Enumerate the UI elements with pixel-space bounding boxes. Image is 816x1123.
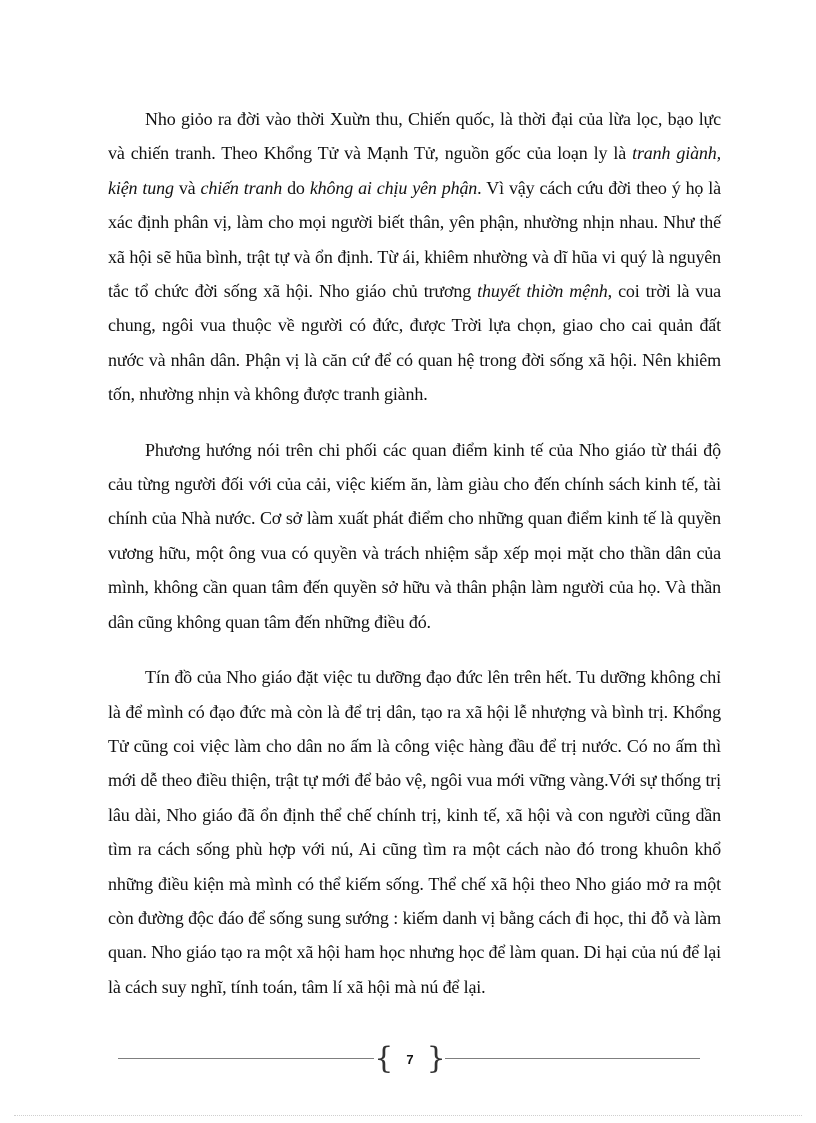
paragraph bbox=[108, 433, 721, 639]
text-run: , coi trời là vua chung, ngôi vua thuộc về người có đức, được Trời lựa chọn, giao cho cai quản đất nước và nhân dân. Phận vị là căn cứ để có quan hệ trong đời sống xã hội. Nên khiêm tốn, nhường nhịn và không được tranh giành. bbox=[108, 281, 722, 405]
left-brace: { bbox=[374, 1041, 394, 1076]
footer-rule-left bbox=[118, 1058, 374, 1059]
text-run: do bbox=[282, 177, 310, 198]
text-run: . Vì vậy cách cứu đời theo ý họ là xác định phân vị, làm cho mọi người biết thân, yên phận, nhường nhịn nhau. Như thế xã hội sẽ hũa bình, trật tự và ổn định. Từ ái, khiêm nhường và dĩ hũa vi quý là nguyên tắc tổ chức đời sống xã hội. Nho giáo chủ trương bbox=[108, 177, 721, 302]
paragraph bbox=[108, 102, 721, 412]
page-bottom-border bbox=[14, 1115, 802, 1116]
italic-phrase: không ai chịu yên phận bbox=[309, 177, 478, 198]
right-brace: } bbox=[426, 1041, 446, 1076]
page-number-box bbox=[374, 1041, 446, 1077]
text-run: Nho giỏo ra đời vào thời Xuừn thu, Chiến quốc, là thời đại của lừa lọc, bạo lực và chiến tranh. Theo Khổng Tử và Mạnh Tử, nguồn gốc của loạn ly là bbox=[108, 109, 721, 164]
text-run: Phương hướng nói trên chi phối các quan điểm kinh tế của Nho giáo từ thái độ cảu từng người đối với của cải, việc kiếm ăn, làm giàu cho đến chính sách kinh tế, tài chính của Nhà nước. Cơ sở làm xuất phát điểm cho những quan điểm kinh tế là quyền vương hữu, một ông vua có quyền và trách nhiệm sắp xếp mọi mặt cho thần dân của mình, không cần quan tâm đến quyền sở hữu và thân phận làm người của họ. Và thần dân cũng không quan tâm đến những điều đó. bbox=[108, 439, 721, 632]
italic-phrase: tranh giành, kiện tung bbox=[108, 143, 721, 198]
text-run: Tín đồ của Nho giáo đặt việc tu dưỡng đạo đức lên trên hết. Tu dưỡng không chỉ là để mình có đạo đức mà còn là để trị dân, tạo ra xã hội lễ nhượng và bình trị. Khổng Tử cũng coi việc làm cho dân no ấm là công việc hàng đầu để trị nước. Có no ấm thì mới dễ theo điều thiện, trật tự mới để bảo vệ, ngôi vua mới vững vàng.Với sự thống trị lâu dài, Nho giáo đã ổn định thể chế chính trị, kinh tế, xã hội và con người cũng dần tìm ra cách sống phù hợp với nú, Ai cũng tìm ra một cách nào đó trong khuôn khổ những điều kiện mà mình có thể kiếm sống. Thể chế xã hội theo Nho giáo mở ra một còn đường độc đáo để sống sung sướng : kiếm danh vị bằng cách đi học, thi đỗ và làm quan. Nho giáo tạo ra một xã hội ham học nhưng học để làm quan. Di hại của nú để lại là cách suy nghĩ, tính toán, tâm lí xã hội mà nú để lại. bbox=[108, 667, 721, 997]
page-footer bbox=[118, 1041, 700, 1077]
paragraph bbox=[108, 660, 721, 1004]
text-run: và bbox=[173, 177, 201, 198]
page-number: 7 bbox=[406, 1051, 414, 1067]
italic-phrase: thuyết thiờn mệnh bbox=[477, 281, 608, 302]
italic-phrase: chiến tranh bbox=[200, 177, 283, 198]
footer-rule-right bbox=[445, 1058, 700, 1059]
body-text bbox=[108, 102, 721, 1004]
